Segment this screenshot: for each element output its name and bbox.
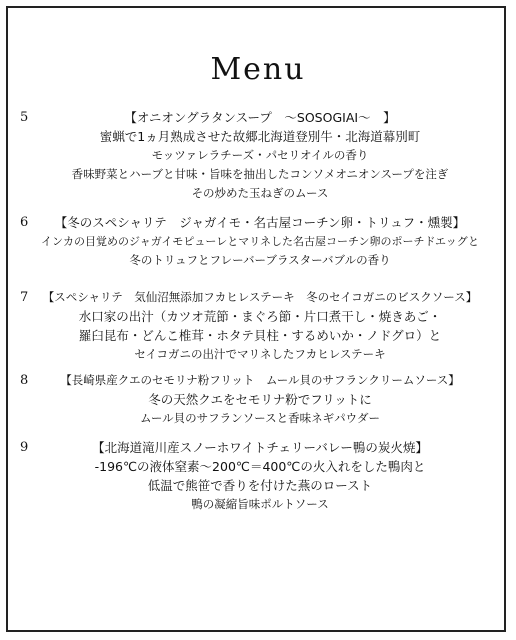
course-number: 5 bbox=[20, 110, 29, 125]
course-line: 蜜蝋で1ヵ月熟成させた故郷北海道登別牛・北海道幕別町 bbox=[99, 129, 421, 144]
course-line: セイコガニの出汁でマリネしたフカヒレステーキ bbox=[134, 347, 386, 361]
course-description bbox=[40, 371, 480, 428]
course-heading: 【冬のスペシャリテ ジャガイモ・名古屋コーチン卵・トリュフ・燻製】 bbox=[54, 215, 466, 230]
page-title: Menu bbox=[210, 52, 306, 87]
course-line: 冬のトリュフとフレーバーブラスターバブルの香り bbox=[129, 253, 391, 267]
course-number: 9 bbox=[20, 440, 29, 455]
course-line: インカの目覚めのジャガイモピューレとマリネした名古屋コーチン卵のポーチドエッグと bbox=[40, 235, 480, 248]
course-line: 冬の天然クエをセモリナ粉でフリットに bbox=[148, 392, 372, 407]
course-number: 8 bbox=[20, 373, 29, 388]
course-line: 鴨の凝縮旨味ポルトソース bbox=[191, 497, 329, 511]
course-line: ムール貝のサフランソースと香味ネギパウダー bbox=[139, 411, 380, 425]
course-number: 7 bbox=[20, 290, 29, 305]
course-heading: 【オニオングラタンスープ ～SOSOGIAI～ 】 bbox=[124, 110, 396, 125]
course-description bbox=[40, 288, 480, 364]
course-line: 水口家の出汁（カツオ荒節・まぐろ節・片口煮干し・焼きあご・ bbox=[78, 309, 442, 324]
course-heading: 【スペシャリテ 気仙沼無添加フカヒレステーキ 冬のセイコガニのビスクソース】 bbox=[42, 290, 478, 304]
course-description bbox=[40, 213, 480, 270]
course-line: 羅臼昆布・どんこ椎茸・ホタテ貝柱・するめいか・ノドグロ）と bbox=[78, 328, 442, 343]
course-line: その炒めた玉ねぎのムース bbox=[191, 186, 329, 200]
course-heading: 【北海道滝川産スノーホワイトチェリーバレー鴨の炭火焼】 bbox=[92, 440, 428, 455]
course-line: -196℃の液体窒素～200℃＝400℃の火入れをした鴨肉と bbox=[94, 459, 426, 474]
course-heading: 【長崎県産クエのセモリナ粉フリット ムール貝のサフランクリームソース】 bbox=[60, 373, 460, 387]
course-line: モッツァレラチーズ・パセリオイルの香り bbox=[151, 148, 369, 162]
course-description bbox=[40, 438, 480, 514]
course-line: 低温で熊笹で香りを付けた燕のロースト bbox=[147, 478, 373, 493]
course-description bbox=[40, 108, 480, 203]
course-number: 6 bbox=[20, 215, 29, 230]
course-line: 香味野菜とハーブと甘味・旨味を抽出したコンソメオニオンスープを注ぎ bbox=[71, 167, 449, 181]
